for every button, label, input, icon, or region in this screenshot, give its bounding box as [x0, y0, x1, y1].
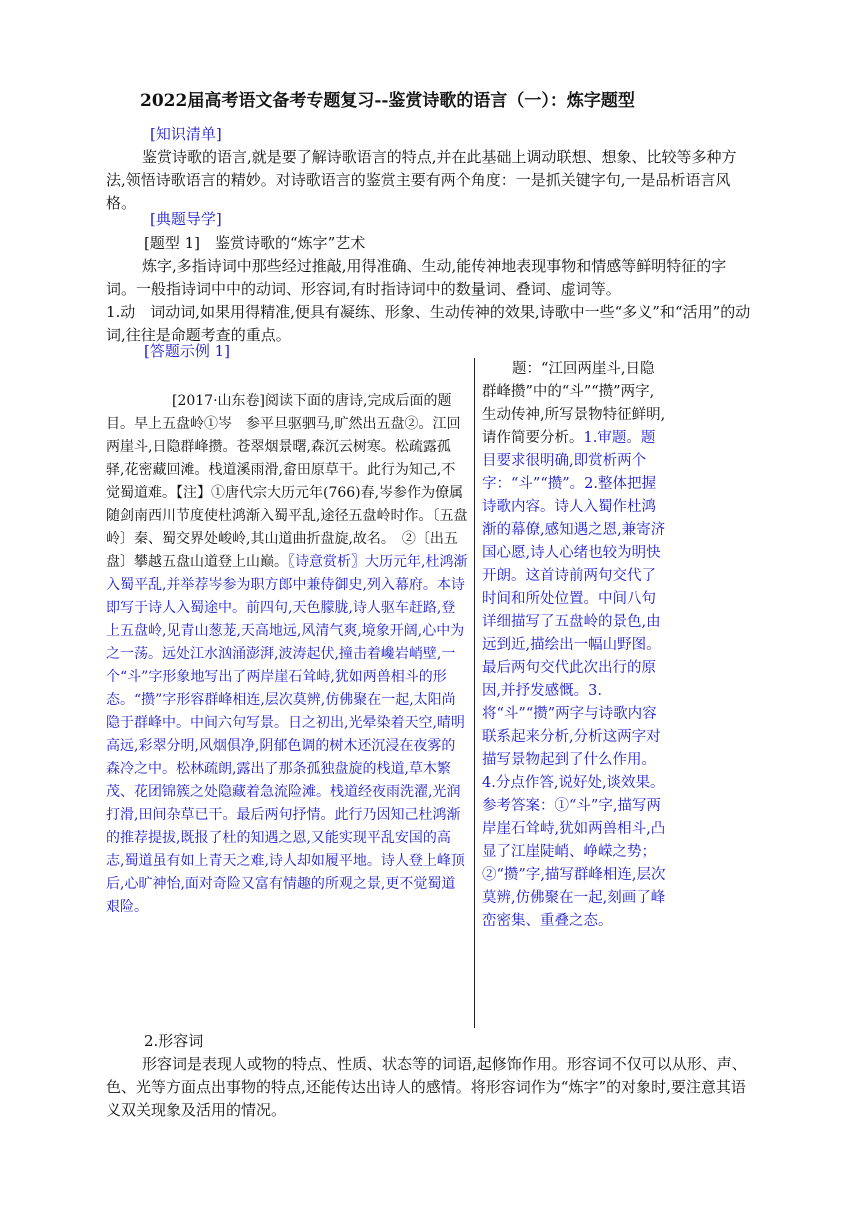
classic-guide-tag: [典题导学]: [150, 210, 222, 228]
verb-paragraph: 1.动 词动词,如果用得精准,便具有凝练、形象、生动传神的效果,诗歌中一些“多义”和“活用”的动词,往往是命题考查的重点。: [106, 303, 751, 344]
question-text: 题：“江回两崖斗,日隐群峰攒”中的“斗”“攒”两字,生动传神,所写景物特征鲜明,请作简要分析。: [482, 361, 666, 446]
poem-text: [2017·山东卷]阅读下面的唐诗,完成后面的题目。早上五盘岭①岑 参平旦驱驷马,旷然出五盘②。江回两崖斗,日隐群峰攒。苍翠烟景曙,森沉云树寒。松疏露孤驿,花密藏回滩。栈道溪雨滑,畲田原草干。此行为知己,不觉蜀道难。【注】①唐代宗大历元年(766)春,岑参作为僚属随剑南西川节度使杜鸿渐入蜀平乱,途径五盘岭时作。〔五盘岭〕秦、蜀交界处峻岭,其山道曲折盘旋,故名。 ②〔出五盘〕攀越五盘山道登上山巅。: [106, 393, 468, 570]
poem-appreciation: 〖诗意赏析〗大历元年,杜鸿渐入蜀平乱,并举荐岑参为职方郎中兼侍御史,列入幕府。本诗即写于诗人入蜀途中。前四句,天色朦胧,诗人驱车赶路,登上五盘岭,见青山葱茏,天高地远,风清气爽,境象开阔,心中为之一荡。远处江水汹涌澎湃,波涛起伏,撞击着巉岩峭壁,一个“斗”字形象地写出了两岸崖石耸峙,犹如两兽相斗的形态。“攒”字形容群峰相连,层次莫辨,仿佛聚在一起,太阳尚隐于群峰中。中间六句写景。日之初出,光晕染着天空,晴明高远,彩翠分明,风烟俱净,阴郁色调的树木还沉浸在夜雾的森冷之中。松林疏朗,露出了那条孤独盘旋的栈道,草木繁茂、花团锦簇之处隐藏着急流险滩。栈道经夜雨洗濯,光润打滑,田间杂草已干。最后两句抒情。此行乃因知己杜鸿渐的推荐提拔,既报了杜的知遇之恩,又能实现平乱安国的高志,蜀道虽有如上青天之难,诗人却如履平地。诗人登上峰顶后,心旷神怡,面对奇险又富有情趣的所观之景,更不觉蜀道艰险。: [106, 554, 468, 915]
example-tag: [答题示例 1]: [144, 342, 231, 360]
knowledge-list-tag: [知识清单]: [150, 125, 222, 143]
type-paragraph: 炼字,多指诗词中那些经过推敲,用得准确、生动,能传神地表现事物和情感等鲜明特征的字词。一般指诗词中中的动词、形容词,有时指诗词中的数量词、叠词、虚词等。: [106, 257, 727, 298]
page-title: 2022届高考语文备考专题复习--鉴赏诗歌的语言（一）：炼字题型: [140, 91, 635, 111]
answer-analysis: 1.审题。题目要求很明确,即赏析两个字：“斗”“攒”。2.整体把握诗歌内容。诗人入蜀作杜鸿渐的幕僚,感知遇之恩,兼寄济国心愿,诗人心绪也较为明快开朗。这首诗前两句交代了时间和所处位置。中间八句详细描写了五盘岭的景色,由远到近,描绘出一幅山野图。最后两句交代此次出行的原因,并抒发感慨。3.将“斗”“攒”两字与诗歌内容联系起来分析,分析这两字对描写景物起到了什么作用。4.分点作答,说好处,谈效果。 参考答案：①“斗”字,描写两岸崖石耸峙,犹如两兽相斗,凸显了江崖陡峭、峥嵘之势；②“攒”字,描写群峰相连,层次莫辨,仿佛聚在一起,刻画了峰峦密集、重叠之态。: [482, 430, 666, 929]
column-divider: [474, 358, 475, 1028]
answer-column: [482, 358, 668, 933]
adjective-paragraph: 形容词是表现人或物的特点、性质、状态等的词语,起修饰作用。形容词不仅可以从形、声、色、光等方面点出事物的特点,还能传达出诗人的感情。将形容词作为“炼字”的对象时,要注意其语义双关现象及活用的情况。: [106, 1055, 747, 1119]
adjective-heading: 2.形容词: [144, 1032, 204, 1050]
knowledge-paragraph: 鉴赏诗歌的语言,就是要了解诗歌语言的特点,并在此基础上调动联想、想象、比较等多种方法,领悟诗歌语言的精妙。对诗歌语言的鉴赏主要有两个角度：一是抓关键字句,一是品析语言风格。: [106, 148, 737, 212]
type-heading: [题型 1] 鉴赏诗歌的“炼字”艺术: [144, 234, 366, 252]
poem-column: [106, 390, 468, 919]
